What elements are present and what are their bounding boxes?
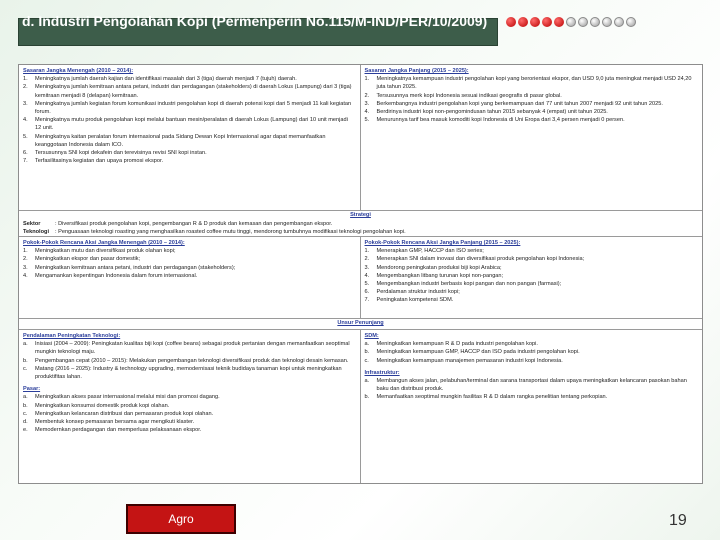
dot-icon <box>542 17 552 27</box>
infra-list <box>365 377 699 402</box>
pokok-panjang-list <box>365 247 699 304</box>
list-item: a. Meningkatkan akses pasar internasional melalui misi dan promosi dagang. <box>23 394 220 401</box>
list-item: 4. Meningkatnya mutu produk pengolahan kopi melalui bantuan mesin/peralatan di daerah Lokus (Lampung) dari 10 unit menjadi 12 unit. <box>23 117 348 132</box>
pokok-panjang <box>361 237 703 318</box>
unsur-section <box>19 330 702 483</box>
teknologi-label: Teknologi <box>23 229 49 236</box>
dot-icon <box>614 17 624 27</box>
list-item: c. Matang (2016 – 2025): Industry & technology upgrading, memodernisasi teknik budidaya tanaman kopi untuk meningkatkan produktifitas lahan. <box>23 365 342 381</box>
list-item: 1. Meningkatnya jumlah daerah kajian dan identifikasi masalah dari 3 (tiga) daerah menjadi 7 (tujuh) daerah. <box>23 76 297 83</box>
unsur-left <box>19 330 361 483</box>
list-item: c. Meningkatkan kelancaran distribusi dan pemasaran produk kopi olahan. <box>23 410 214 417</box>
list-item: 2. Menerapkan SNI dalam inovasi dan diversifikasi produk pengolahan kopi Indonesia; <box>364 256 585 263</box>
dot-icon <box>626 17 636 27</box>
dot-icon <box>578 17 588 27</box>
sasaran-menengah <box>19 65 361 210</box>
list-item: d. Membentuk konsep pemasaran bersama agar mengikuti klaster. <box>23 419 195 426</box>
dot-icon <box>518 17 528 27</box>
pokok-menengah <box>19 237 361 318</box>
list-item: 5. Menurunnya tarif bea masuk komoditi kopi Indonesia di Uni Eropa dari 3,4 persen menjadi 0 persen. <box>364 117 625 124</box>
sasaran-panjang-list <box>365 75 699 124</box>
list-item: b. Meningkatkan kemampuan GMP, HACCP dan ISO pada industri pengolahan kopi. <box>364 349 580 356</box>
teknologi-text: : Penguasaan teknologi roasting yang menghasilkan roasted coffee mutu tinggi, mendorong tumbuhnya modifikasi teknologi pengolahan kopi. <box>55 229 406 236</box>
list-item: 2. Meningkatkan ekspor dan pasar domestik; <box>23 256 141 263</box>
sasaran-panjang <box>361 65 703 210</box>
list-item: 3. Meningkatnya jumlah kegiatan forum komunikasi industri pengolahan kopi di daerah potensi kopi dari 5 menjadi 11 kali kegiatan forum. <box>23 100 352 116</box>
list-item: 2. Meningkatnya jumlah kemitraan antara petani, industri dan perdagangan (stakeholders) di daerah Lokus (Lampung) dari 3 (tiga) kemitraan menjadi 8 (delapan) kemitraan. <box>23 84 352 99</box>
pokok-panjang-title: Pokok-Pokok Rencana Aksi Jangka Panjang (2015 – 2025): <box>364 240 521 246</box>
dot-icon <box>506 17 516 27</box>
sektor-label: Sektor <box>23 221 41 228</box>
page-number: 19 <box>669 512 687 529</box>
list-item: 3. Berkembangnya industri pengolahan kopi yang berkemampuan dari 77 unit tahun 2007 menjadi 92 unit tahun 2025. <box>364 100 663 107</box>
list-item: 7. Peningkatan kompetensi SDM. <box>364 297 454 304</box>
pasar-title: Pasar: <box>23 386 41 393</box>
dot-icon <box>566 17 576 27</box>
list-item: 3. Meningkatkan kemitraan antara petani, industri dan perdagangan (stakeholders); <box>23 264 236 271</box>
pasar-list <box>23 393 356 434</box>
list-item: a. Inisiasi (2004 – 2009): Peningkatan kualitas biji kopi (coffee beans) sebagai produk pertanian dengan memanfaatkan seoptimal mungkin teknologi maju. <box>23 341 350 356</box>
list-item: 5. Mengembangkan industri berbasis kopi pangan dan non pangan (farmasi); <box>364 281 562 288</box>
teknologi-title: Pendalaman Peningkatan Teknologi: <box>23 333 121 339</box>
list-item: 3. Mendorong peningkatan produksi biji kopi Arabica; <box>364 264 502 271</box>
sdm-list <box>365 340 699 365</box>
dot-icon <box>590 17 600 27</box>
list-item: 1. Menerapkan GMP, HACCP dan ISO series; <box>364 248 484 255</box>
list-item: a. Meningkatkan kemampuan R & D pada industri pengolahan kopi. <box>364 341 538 348</box>
list-item: c. Meningkatkan kemampuan manajemen pemasaran industri kopi Indonesia. <box>364 357 563 364</box>
strategi-title: Strategi <box>350 212 371 218</box>
list-item: 2. Tersusunnya merk kopi Indonesia sesuai indikasi geografis di pasar global. <box>364 92 562 99</box>
list-item: 1. Meningkatkan mutu dan diversifikasi produk olahan kopi; <box>23 248 176 255</box>
dot-icon <box>554 17 564 27</box>
list-item: e. Memodernkan perdagangan dan memperluas pelaksanaan ekspor. <box>23 427 202 434</box>
document-table <box>18 64 703 484</box>
agro-button[interactable]: Agro <box>126 504 236 534</box>
list-item: 6. Tersusunnya SNI kopi dekafein dan terevisinya revisi SNI kopi instan. <box>23 150 207 157</box>
sasaran-menengah-title: Sasaran Jangka Menengah (2010 – 2014): <box>23 68 134 74</box>
sdm-title: SDM: <box>364 333 379 339</box>
unsur-title: Unsur Penunjang <box>337 320 384 326</box>
list-item: 6. Perdalaman struktur industri kopi; <box>364 289 460 296</box>
pokok-menengah-list <box>23 247 356 280</box>
list-item: a. Membangun akses jalan, pelabuhan/terminal dan sarana transportasi dalam upaya meningkatkan kelancaran pasokan bahan baku dan distribusi produk. <box>364 378 687 393</box>
list-item: 1. Meningkatnya kemampuan industri pengolahan kopi yang berorientasi ekspor, dan USD 9,0 juta meningkat menjadi USD 24,20 juta tahun 2025. <box>364 76 692 91</box>
list-item: b. Memanfaatkan seoptimal mungkin fasilitas R & D dalam rangka penelitian tentang perkopian. <box>364 394 608 401</box>
unsur-header <box>19 319 702 330</box>
dot-icon <box>530 17 540 27</box>
list-item: b. Meningkatkan konsumsi domestik produk kopi olahan. <box>23 402 170 409</box>
list-item: b. Pengembangan cepat (2010 – 2015): Melakukan pengembangan teknologi diversifikasi produk dan teknologi desain kemasan. <box>23 357 349 364</box>
pokok-section <box>19 237 702 319</box>
sektor-text: : Diversifikasi produk pengolahan kopi, pengembangan R & D produk dan kemasan dan pengembangan ekspor. <box>55 221 333 228</box>
teknologi-list <box>23 340 356 381</box>
unsur-right <box>361 330 703 483</box>
pokok-menengah-title: Pokok-Pokok Rencana Aksi Jangka Menengah (2010 – 2014): <box>23 240 185 246</box>
list-item: 4. Mengamankan kepentingan Indonesia dalam forum internasional. <box>23 272 198 279</box>
list-item: 5. Meningkatnya kaitan peralatan forum internasional pada Sidang Dewan Kopi Internasional agar dapat memanfaatkan keanggotaan Indonesia dalam ICO. <box>23 133 326 148</box>
infra-title: Infrastruktur: <box>364 369 400 376</box>
sasaran-menengah-list <box>23 75 356 165</box>
dot-icon <box>602 17 612 27</box>
sasaran-panjang-title: Sasaran Jangka Panjang (2015 – 2025): <box>364 68 469 74</box>
progress-dots <box>506 17 636 27</box>
strategi-section <box>19 211 702 237</box>
sasaran-section <box>19 65 702 211</box>
list-item: 7. Terfasilitasinya kegiatan dan upaya promosi ekspor. <box>23 158 164 165</box>
list-item: 4. Mengembangkan litbang turunan kopi non-pangan; <box>364 272 504 279</box>
slide-title: d. Industri Pengolahan Kopi (Permenperin No.115/M-IND/PER/10/2009) <box>22 13 488 29</box>
list-item: 4. Berdirinya industri kopi non-pengomindusan tahun 2015 sebanyak 4 (empat) unit tahun 2025. <box>364 109 608 116</box>
